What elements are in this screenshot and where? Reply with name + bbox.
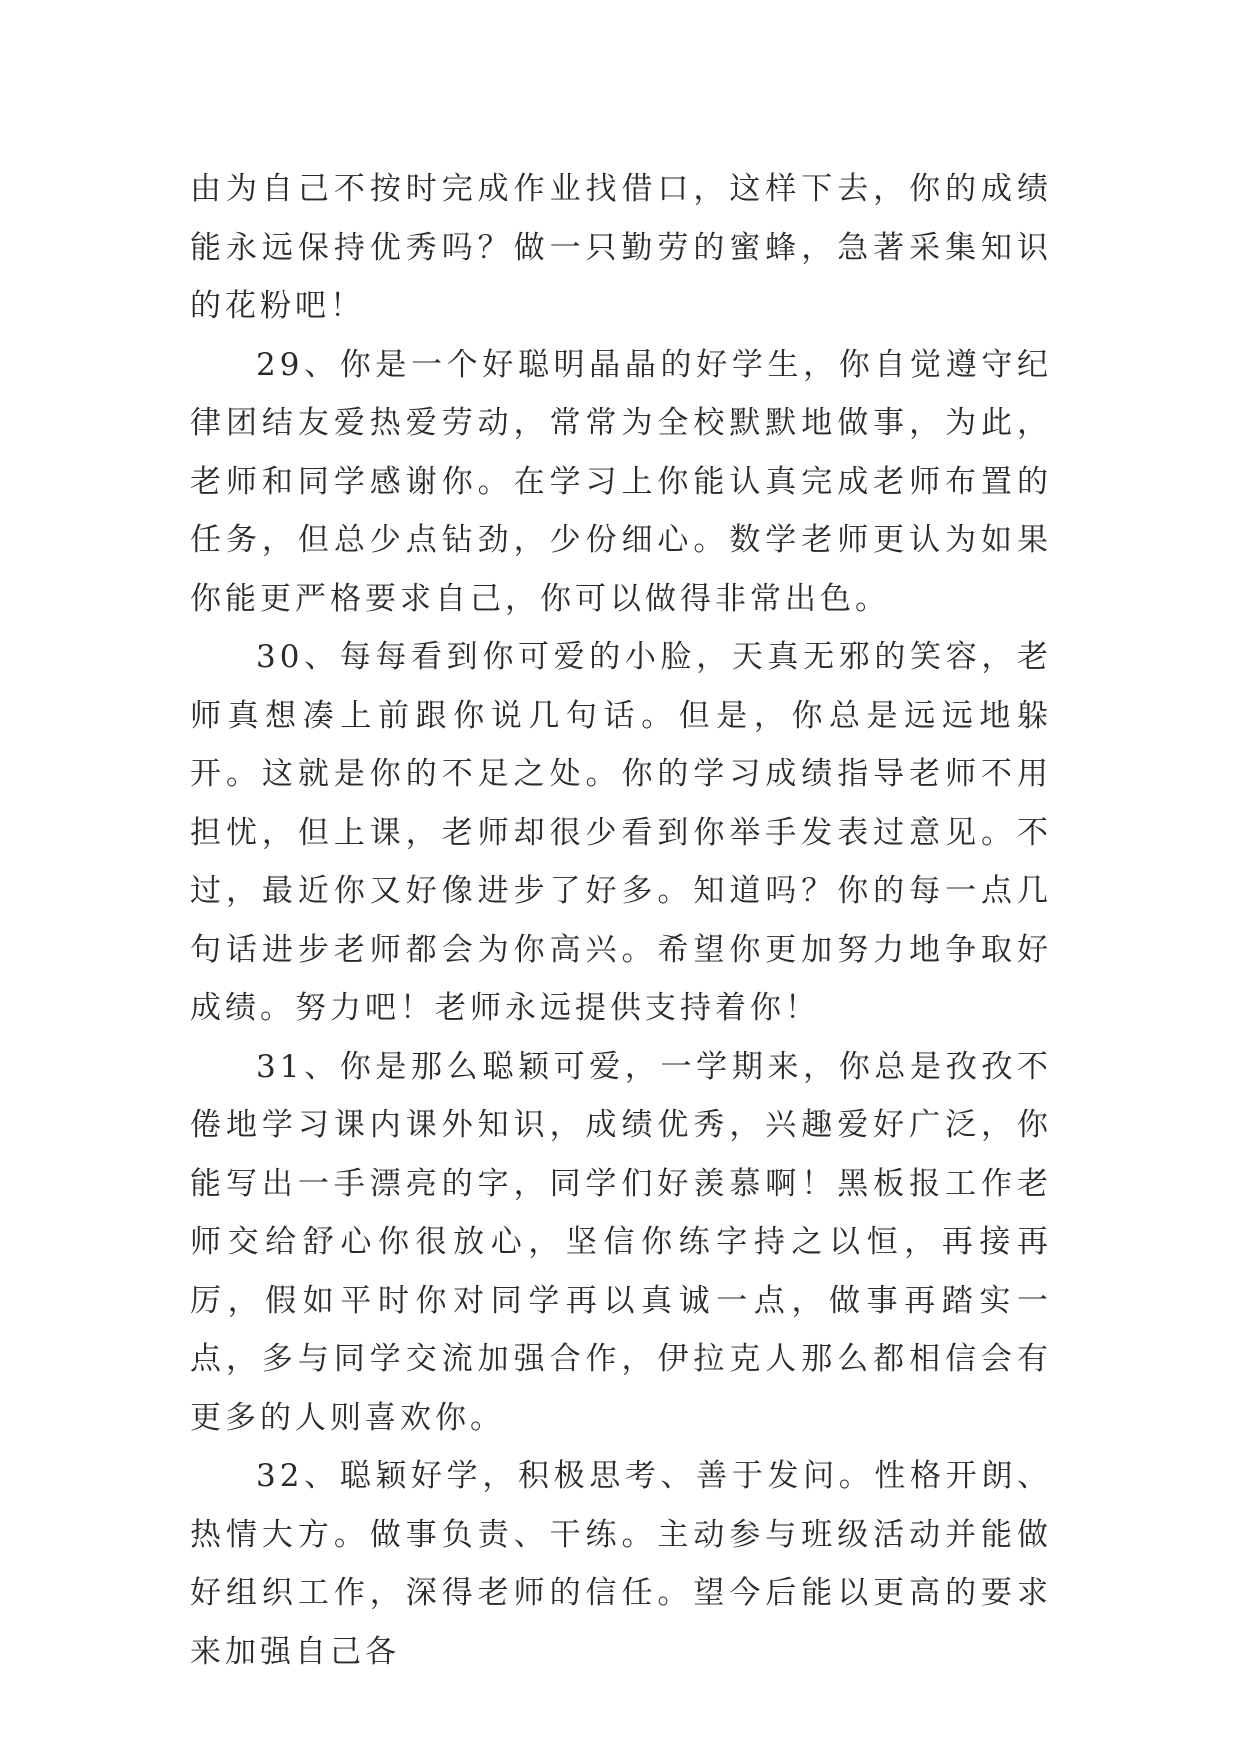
- paragraph-29: 29、你是一个好聪明晶晶的好学生，你自觉遵守纪律团结友爱热爱劳动，常常为全校默默地做事，为此，老师和同学感谢你。在学习上你能认真完成老师布置的任务，但总少点钻劲，少份细心。数学老师更认为如果你能更严格要求自己，你可以做得非常出色。: [190, 346, 1052, 617]
- document-body: [190, 160, 1052, 1681]
- paragraph-31: 31、你是那么聪颖可爱，一学期来，你总是孜孜不倦地学习课内课外知识，成绩优秀，兴趣爱好广泛，你能写出一手漂亮的字，同学们好羡慕啊！黑板报工作老师交给舒心你很放心，坚信你练字持之以恒，再接再厉，假如平时你对同学再以真诚一点，做事再踏实一点，多与同学交流加强合作，伊拉克人那么都相信会有更多的人则喜欢你。: [190, 1048, 1052, 1436]
- paragraph-30: 30、每每看到你可爱的小脸，天真无邪的笑容，老师真想凑上前跟你说几句话。但是，你总是远远地躲开。这就是你的不足之处。你的学习成绩指导老师不用担忧，但上课，老师却很少看到你举手发表过意见。不过，最近你又好像进步了好多。知道吗？你的每一点几句话进步老师都会为你高兴。希望你更加努力地争取好成绩。努力吧！老师永远提供支持着你！: [190, 639, 1052, 1026]
- paragraph-continuation: 由为自己不按时完成作业找借口，这样下去，你的成绩能永远保持优秀吗？做一只勤劳的蜜蜂，急著采集知识的花粉吧！: [190, 171, 1052, 324]
- paragraph-32: 32、聪颖好学，积极思考、善于发问。性格开朗、热情大方。做事负责、干练。主动参与班级活动并能做好组织工作，深得老师的信任。望今后能以更高的要求来加强自己各: [190, 1458, 1052, 1670]
